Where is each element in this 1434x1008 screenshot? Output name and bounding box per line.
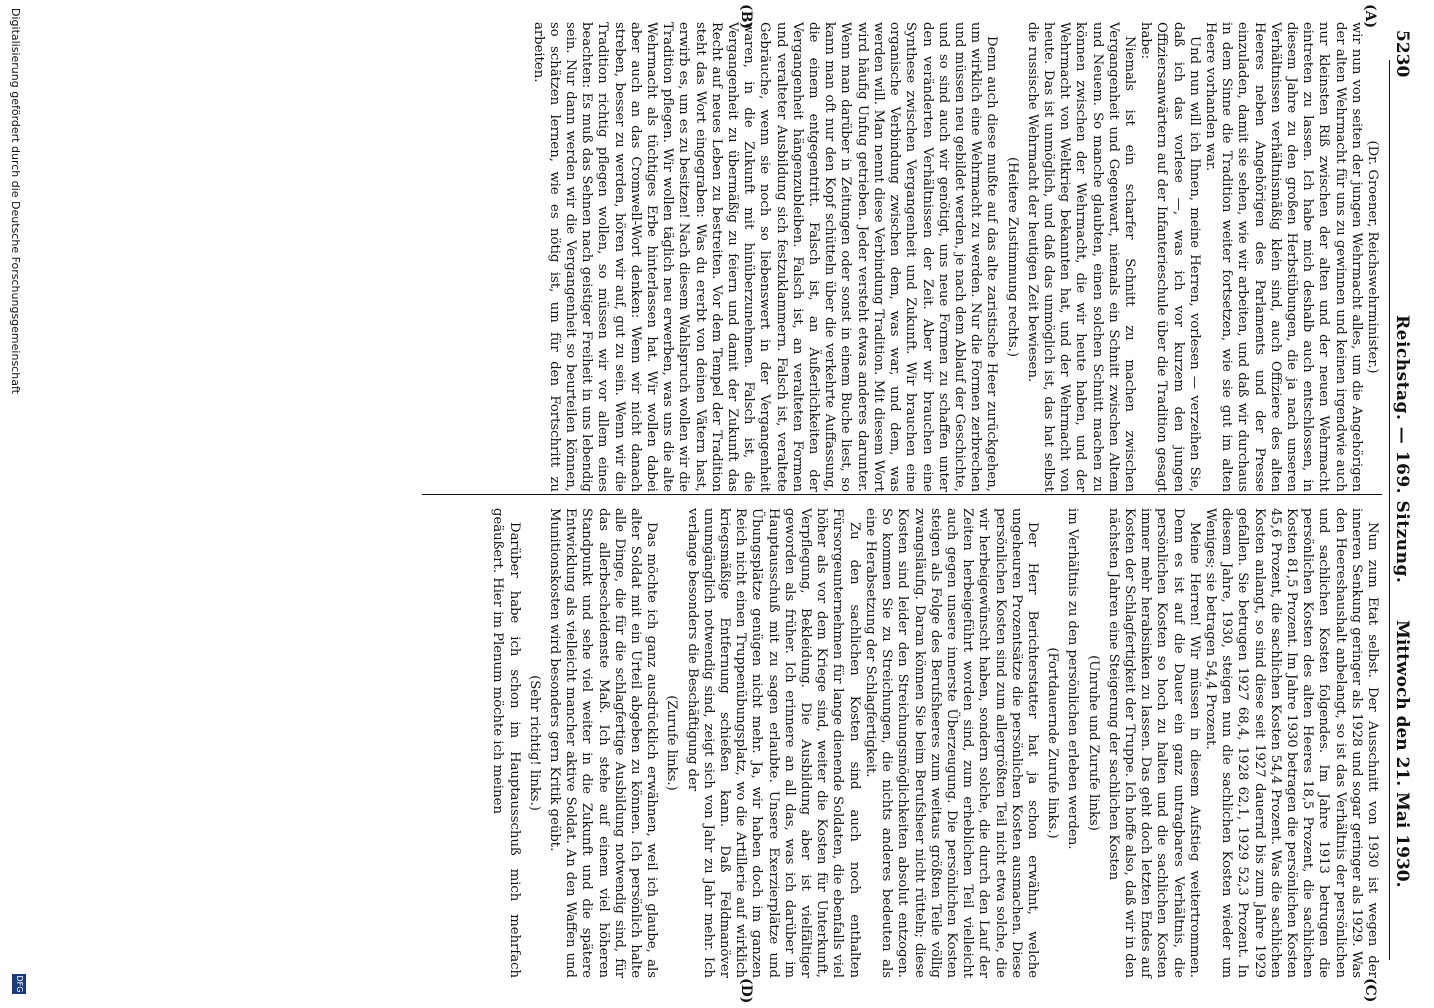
margin-mark-a: (A) xyxy=(1362,4,1378,29)
paragraph: Zu den sachlichen Kosten sind auch noch enthalten Fürsorgeunternehmen für lange dienende Soldaten, die ebenfalls viel höher als vor dem Kriege sind, weiter die Kosten für Unterkunft, Verpflegung, Bekleidung. Die Ausbildung aber ist vielfältiger geworden als früher. Ich erinnere an all das, was ich darüber im Hauptausschuß mit zu sagen erlaubte. Unsere Exerzierplätze und Übungsplätze genügen nicht mehr. Ja, wir haben doch im ganzen Reich nicht einen Truppenübungsplatz, wo die Artillerie auf wirklich kriegsmäßige Entfernung schießen kann. Daß Feldmanöver unumgänglich notwendig sind, zeigt sich von Jahr zu Jahr mehr. Ich verlange besonders die Beschäftigung der xyxy=(684,508,862,978)
session-date: Mittwoch den 21. Mai 1930. xyxy=(1392,620,1412,888)
paragraph: Niemals ist ein scharfer Schnitt zu machen zwischen Vergangenheit und Gegenwart, niemals ein Schnitt zwischen Altem und Neuem. So manche glaubten, einen solchen Schnitt machen zu können zwischen der Wehrmacht, die wir heute haben, und der Wehrmacht von Weltkrieg bekannten hat, und der Wehrmacht von heute. Das ist unmöglich, und daß das unmöglich ist, das hat selbst die russische Wehrmacht der heutigen Zeit bewiesen. xyxy=(1024,22,1137,492)
page-header xyxy=(1386,0,1418,1000)
dfg-logo: DFG xyxy=(12,974,26,994)
margin-mark-d: (D) xyxy=(738,978,754,1004)
paragraph: im Verhältnis zu den persönlichen erleben werden. xyxy=(1065,508,1081,850)
left-column xyxy=(380,22,1380,492)
margin-mark-b: (B) xyxy=(738,4,754,30)
paragraph: Und nun will ich Ihnen, meine Herren, vorlesen — verzeihen Sie, daß ich das vorlese —, was ich vor kurzem den jungen Offiziersanwärtern auf der Infanterieschule über die Tradition gesagt habe: xyxy=(1138,22,1202,492)
margin-mark-c: (C) xyxy=(1362,978,1378,1003)
interjection: (Zurufe links.) xyxy=(664,695,680,791)
session-title: Reichstag. — 169. Sitzung. xyxy=(1392,315,1412,584)
header-rule xyxy=(1389,60,1390,960)
interjection: (Fortdauernde Zurufe links.) xyxy=(1045,647,1061,839)
digitization-credit: Digitalisierung gefördert durch die Deutsche Forschungsgemeinschaft xyxy=(9,8,22,394)
paragraph: wir nun von seiten der jungen Wehrmacht alles, um die Angehörigen der alten Wehrmacht für uns zu gewinnen und keinen irgendwie auch nur kleinsten Riß zwischen der alten und der neuen Wehrmacht eintreten zu lassen. Ich habe mich deshalb auch entschlossen, in diesem Jahre zu den großen Herbstübungen, die ja nach unseren Verhältnissen verhältnismäßig klein sind, auch Offiziere des alten Heeres neben Angehörigen des Parlaments und der Presse einzuladen, damit sie sehen, wie wir arbeiten, und daß wir durchaus in dem Sinne die Tradition weiter fortsetzen, wie sie gut im alten Heere vorhanden war. xyxy=(1202,22,1364,492)
column-divider xyxy=(422,494,1382,495)
paragraph: Das möchte ich ganz ausdrücklich erwähnen, weil ich glaube, als alter Soldat mit ein Urteil abgeben zu können. Ich persönlich halte alle Dinge, die für die schlagfertige Ausbildung notwendig sind, für das allerbescheidenste Maß. Ich stehe auf einem viel höheren Standpunkt und sehe viel weiter in die Zukunft und die spätere Entwicklung als vielleicht mancher aktive Soldat. An den Waffen und Munitionskosten wird besonders gern Kritik geübt. xyxy=(547,508,660,978)
speaker-line: (Dr. Groener, Reichswehrminister.) xyxy=(1365,140,1380,374)
interjection: (Sehr richtig! links.) xyxy=(526,675,542,811)
interjection: (Heitere Zustimmung rechts.) xyxy=(1004,156,1020,358)
page-number: 5230 xyxy=(1392,30,1412,78)
interjection: (Unruhe und Zurufe links) xyxy=(1085,655,1101,831)
paragraph: Nun zum Etat selbst. Der Ausschnitt von 1930 ist wegen der inneren Senkung geringer als 1928 und sogar geringer als 1929. Was den Heereshaushalt anbelangt, so ist das Verhältnis der persönlichen und sachlichen Kosten folgendes. Im Jahre 1913 betrugen die persönlichen Kosten des alten Heeres 18,5 Prozent, die sachlichen Kosten 81,5 Prozent. Im Jahre 1930 betragen die persönlichen Kosten 45,6 Prozent, die sachlichen Kosten 54,4 Prozent. Was die sachlichen Kosten anlangt, so sind diese seit 1927 dauernd bis zum Jahre 1929 gefallen. Sie betrugen 1927 68,4, 1928 62,1, 1929 52,3 Prozent. In diesem Jahre, 1930, steigen nun die sachlichen Kosten wieder um Weniges; sie betragen 54,4 Prozent. xyxy=(1202,508,1380,978)
paragraph: Darüber habe ich schon im Hauptausschuß mich mehrfach geäußert. Hier im Plenum möchte ich meinen xyxy=(490,508,522,978)
paragraph: Denn auch diese mußte auf das alte zaristische Heer zurückgehen, um wirklich eine Wehrmacht zu werden. Nur die Formen zerbrechen und müssen neu gebildet werden, je nach dem Ablauf der Geschichte, und so sind auch wir genötigt, uns neue Formen zu schaffen unter den veränderten Verhältnissen der Zeit. Aber wir brauchen eine Synthese zwischen Vergangenheit und Zukunft. Wir brauchen eine organische Verbindung zwischen dem, was war, und dem, was werden will. Man nennt diese Verbindung Tradition. Mit diesem Wort wird häufig Unfug getrieben. Jeder versteht etwas anderes darunter. Wenn man darüber in Zeitungen oder sonst in einem Buche liest, so kann man oft nur den Kopf schütteln über die verkehrte Auffassung, die einem entgegentritt. Falsch ist, an Äußerlichkeiten der Vergangenheit hängenzubleiben. Falsch ist, an veralteten Formen und veralteter Ausbildung sich festzuklammern. Falsch ist, veraltete Gebräuche, wenn sie noch so liebenswert in der Vergangenheit waren, in die Zukunft mit hinüberzunehmen. Falsch ist, die Vergangenheit zu übermäßig zu feiern und damit der Zukunft das Recht auf neues Leben zu bestreiten. Vor dem Tempel der Tradition steht das Wort eingegraben: Was du ererbt von deinen Vätern hast, erwirb es, um es zu besitzen! Nach diesem Wahlspruch wollen wir die Tradition pflegen. Wir wollen täglich neu erwerben, was uns die alte Wehrmacht als tüchtiges Erbe hinterlassen hat. Wir wollen dabei aber auch an das Cromwell-Wort denken: Wenn wir nicht danach streben, besser zu werden, hören wir auf, gut zu sein. Wenn wir die Tradition richtig pflegen wollen, so müssen wir vor allem eines beachten: Es muß das Sehnen nach geistiger Freiheit in uns lebendig sein. Nur dann werden wir die Vergangenheit so beurteilen können, so schätzen lernen, wie es nötig ist, um für den Fortschritt zu arbeiten. xyxy=(530,22,1000,492)
right-column xyxy=(380,508,1380,978)
paragraph: Meine Herren! Wir müssen in diesem Aufstieg weitertrommen. Denn es ist auf die Dauer ein ganz untragbares Verhältnis, die persönlichen Kosten so hoch zu halten und die sachlichen Kosten immer mehr herabsinken zu lassen. Das geht doch letzten Endes auf Kosten der Schlagfertigkeit der Truppe. Ich hoffe also, daß wir in den nächsten Jahren eine Steigerung der sachlichen Kosten xyxy=(1105,508,1202,978)
paragraph: Der Herr Berichterstatter hat ja schon erwähnt, welche ungeheuren Prozentsätze die persönlichen Kosten ausmachen. Diese persönlichen Kosten sind zum allergrößten Teil nicht etwa solche, die wir herbeigewünscht haben, sondern solche, die durch den Lauf der Zeiten herbeigeführt worden sind, zum erheblichen Teil vielleicht auch gegen unsere innerste Überzeugung. Die persönlichen Kosten steigen als Folge des Berufsheeres zum weitaus größten Teile völlig zwangsläufig. Daran können Sie beim Berufsheer nicht rütteln; diese Kosten sind leider den Streichungsmöglichkeiten absolut entzogen. So kommen Sie zu Streichungen, die nichts anderes bedeuten als eine Herabsetzung der Schlagfertigkeit. xyxy=(862,508,1040,978)
